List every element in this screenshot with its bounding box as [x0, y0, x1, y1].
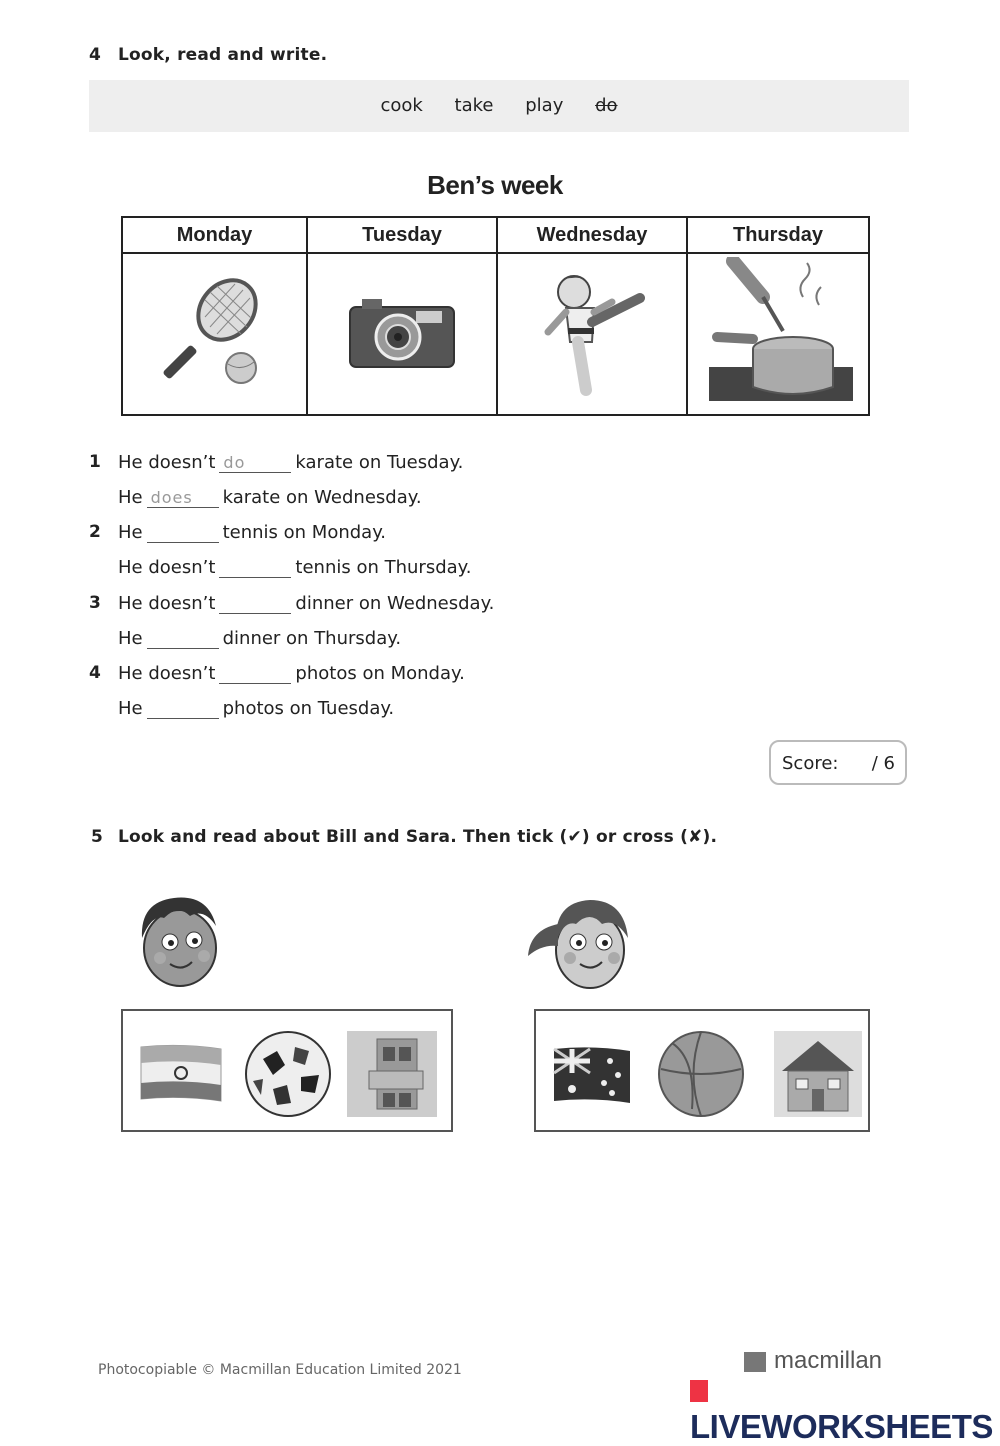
sentence	[118, 628, 401, 649]
sentence-text: karate on Tuesday.	[295, 452, 464, 473]
sentence-text: He	[118, 698, 143, 719]
score-box	[769, 740, 907, 785]
liveworksheets-watermark	[690, 1370, 1000, 1446]
sentence-text: He doesn’t	[118, 557, 216, 578]
task-title: Look, read and write.	[118, 45, 328, 65]
sentence	[118, 698, 394, 719]
word-bank-item: play	[525, 95, 564, 116]
sentence-text: He doesn’t	[118, 452, 216, 473]
day-header: Monday	[122, 217, 307, 253]
day-header: Thursday	[687, 217, 869, 253]
task-title: Look and read about Bill and Sara. Then tick (✔) or cross (✘).	[118, 827, 718, 847]
task-number: 5	[91, 827, 103, 847]
answer-blank[interactable]	[147, 629, 219, 649]
item-number: 2	[89, 522, 101, 542]
publisher-logo-icon	[744, 1352, 766, 1372]
word-bank-item: take	[454, 95, 494, 116]
sentence-text: photos on Monday.	[295, 663, 465, 684]
basketball-icon	[656, 1029, 746, 1119]
answer-blank[interactable]: does	[147, 488, 219, 508]
sentence-text: dinner on Wednesday.	[295, 593, 495, 614]
sentence	[118, 487, 422, 508]
sentence-text: karate on Wednesday.	[222, 487, 422, 508]
answer-blank[interactable]: do	[219, 453, 291, 473]
word-bank	[89, 80, 909, 132]
item-number: 3	[89, 593, 101, 613]
karate-boy-icon	[532, 262, 652, 402]
sentence-text: He	[118, 522, 143, 543]
cooking-pot-icon	[703, 257, 853, 407]
task-number: 4	[89, 45, 101, 65]
sentence-text: He doesn’t	[118, 593, 216, 614]
tennis-picture	[122, 253, 307, 415]
answer-blank[interactable]	[219, 558, 291, 578]
sentence	[118, 557, 471, 578]
item-number: 4	[89, 663, 101, 683]
word-bank-item: cook	[380, 95, 423, 116]
bill-face-icon	[134, 892, 224, 992]
answer-blank[interactable]	[147, 699, 219, 719]
sentence-text: tennis on Thursday.	[295, 557, 472, 578]
apartment-building-icon	[347, 1031, 437, 1117]
tennis-racket-icon	[155, 272, 275, 392]
india-flag-icon	[139, 1043, 223, 1105]
sentence-text: He	[118, 628, 143, 649]
day-header: Tuesday	[307, 217, 497, 253]
sentence-text: He doesn’t	[118, 663, 216, 684]
copyright-footer: Photocopiable © Macmillan Education Limited 2021	[98, 1362, 462, 1378]
sentence	[118, 663, 465, 684]
item-number: 1	[89, 452, 101, 472]
camera-picture	[307, 253, 497, 415]
liveworksheets-logo-icon	[690, 1380, 708, 1402]
bill-info-box	[121, 1009, 453, 1132]
sentence	[118, 522, 386, 543]
sara-info-box	[534, 1009, 870, 1132]
sentence	[118, 593, 494, 614]
sentence-text: He	[118, 487, 143, 508]
publisher-name: macmillan	[774, 1347, 883, 1374]
watermark-text: LIVEWORKSHEETS	[690, 1408, 993, 1445]
australia-flag-icon	[552, 1047, 632, 1105]
sentence-text: tennis on Monday.	[222, 522, 387, 543]
sentence-text: photos on Tuesday.	[222, 698, 395, 719]
answer-blank[interactable]	[147, 523, 219, 543]
football-icon	[243, 1029, 333, 1119]
sara-face-icon	[524, 894, 636, 994]
answer-blank[interactable]	[219, 664, 291, 684]
table-title: Ben’s week	[427, 170, 563, 200]
karate-picture	[497, 253, 687, 415]
camera-icon	[342, 287, 462, 377]
word-bank-item-used: do	[595, 95, 618, 116]
house-icon	[774, 1031, 862, 1117]
day-header: Wednesday	[497, 217, 687, 253]
cooking-picture	[687, 253, 869, 415]
score-label: Score:	[782, 753, 839, 774]
answer-blank[interactable]	[219, 594, 291, 614]
sentence-text: dinner on Thursday.	[222, 628, 402, 649]
weekly-activity-table	[121, 216, 870, 416]
sentence	[118, 452, 463, 473]
score-total: / 6	[871, 753, 895, 774]
